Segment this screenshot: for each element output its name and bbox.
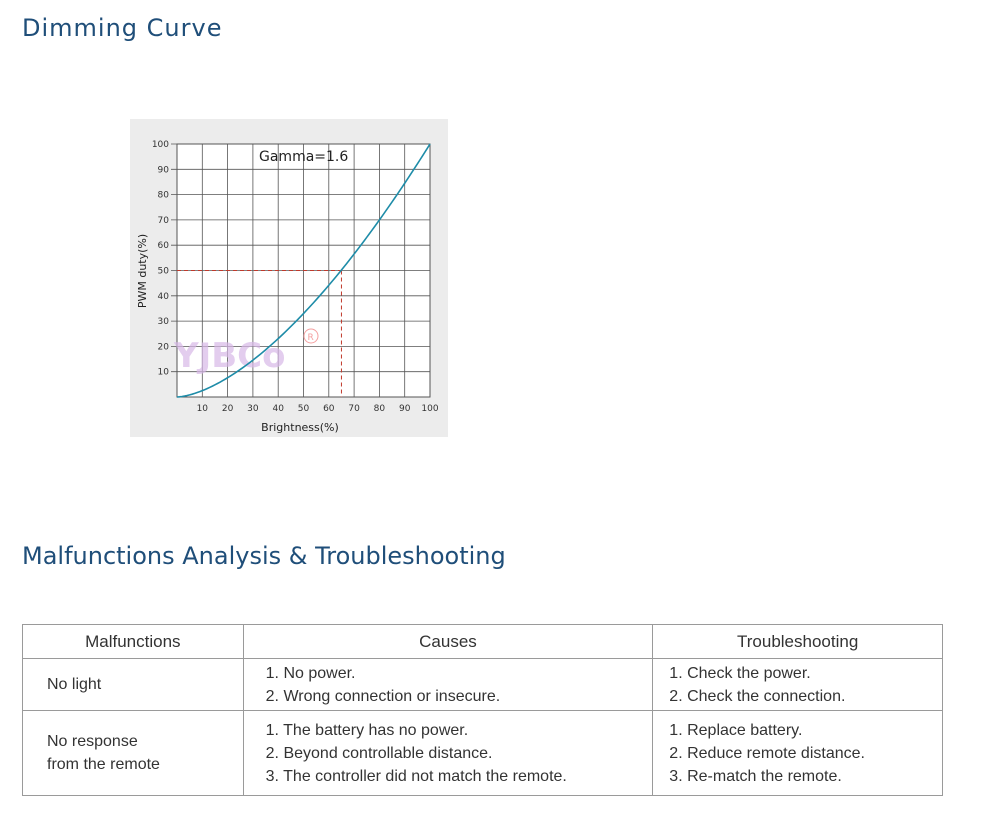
- table-header-row: [23, 625, 943, 659]
- x-tick-label: 40: [272, 404, 284, 414]
- cause-item: 2. Beyond controllable distance.: [265, 744, 493, 762]
- y-tick-label: 90: [157, 165, 169, 176]
- troubleshooting-table: [22, 624, 943, 796]
- y-tick-label: 60: [157, 241, 169, 252]
- fix-item: 2. Reduce remote distance.: [669, 744, 865, 762]
- watermark-text: YJBCo: [174, 336, 286, 376]
- y-tick-label: 80: [157, 190, 169, 201]
- cause-item: 2. Wrong connection or insecure.: [265, 687, 501, 705]
- x-tick-label: 100: [421, 404, 439, 414]
- malfunction-text: from the remote: [47, 756, 160, 773]
- y-tick-label: 10: [157, 367, 169, 378]
- malfunction-cell: [23, 711, 244, 796]
- cause-item: 3. The controller did not match the remote.: [265, 767, 567, 785]
- malfunction-text: No light: [47, 676, 102, 693]
- fixes-cell: [653, 659, 943, 711]
- chart-svg: [130, 119, 448, 437]
- troubleshooting-title: Malfunctions Analysis & Troubleshooting: [22, 542, 506, 570]
- x-tick-label: 70: [348, 404, 360, 414]
- header-causes: Causes: [243, 625, 653, 659]
- causes-cell: [243, 711, 653, 796]
- x-tick-label: 90: [398, 404, 411, 414]
- x-tick-label: 50: [297, 404, 310, 414]
- fix-item: 3. Re-match the remote.: [669, 767, 842, 785]
- cause-item: 1. The battery has no power.: [265, 721, 469, 739]
- fix-item: 1. Replace battery.: [669, 721, 803, 739]
- y-axis-label: PWM duty(%): [136, 233, 149, 309]
- y-tick-label: 40: [157, 291, 169, 302]
- x-tick-label: 30: [247, 404, 259, 414]
- registered-mark: R: [307, 333, 314, 343]
- causes-cell: [243, 659, 653, 711]
- header-troubleshooting: Troubleshooting: [653, 625, 943, 659]
- y-tick-label: 100: [151, 140, 169, 150]
- malfunction-text: No response: [47, 733, 138, 750]
- gamma-annotation: Gamma=1.6: [259, 149, 349, 165]
- y-tick-label: 20: [157, 342, 169, 353]
- fix-item: 2. Check the connection.: [669, 687, 846, 705]
- x-tick-label: 10: [196, 404, 209, 414]
- fixes-cell: [653, 711, 943, 796]
- header-malfunctions: Malfunctions: [23, 625, 244, 659]
- fix-item: 1. Check the power.: [669, 664, 811, 682]
- malfunction-cell: [23, 659, 244, 711]
- x-axis-label: Brightness(%): [261, 421, 339, 434]
- table-row: [23, 659, 943, 711]
- y-tick-label: 30: [157, 317, 169, 328]
- cause-item: 1. No power.: [265, 664, 356, 682]
- x-tick-label: 60: [323, 404, 335, 414]
- dimming-curve-chart: [130, 119, 448, 437]
- y-tick-label: 70: [157, 215, 169, 226]
- table-row: [23, 711, 943, 796]
- dimming-curve-title: Dimming Curve: [22, 14, 223, 42]
- x-tick-label: 80: [373, 404, 386, 414]
- y-tick-label: 50: [157, 266, 169, 277]
- x-tick-label: 20: [221, 404, 234, 414]
